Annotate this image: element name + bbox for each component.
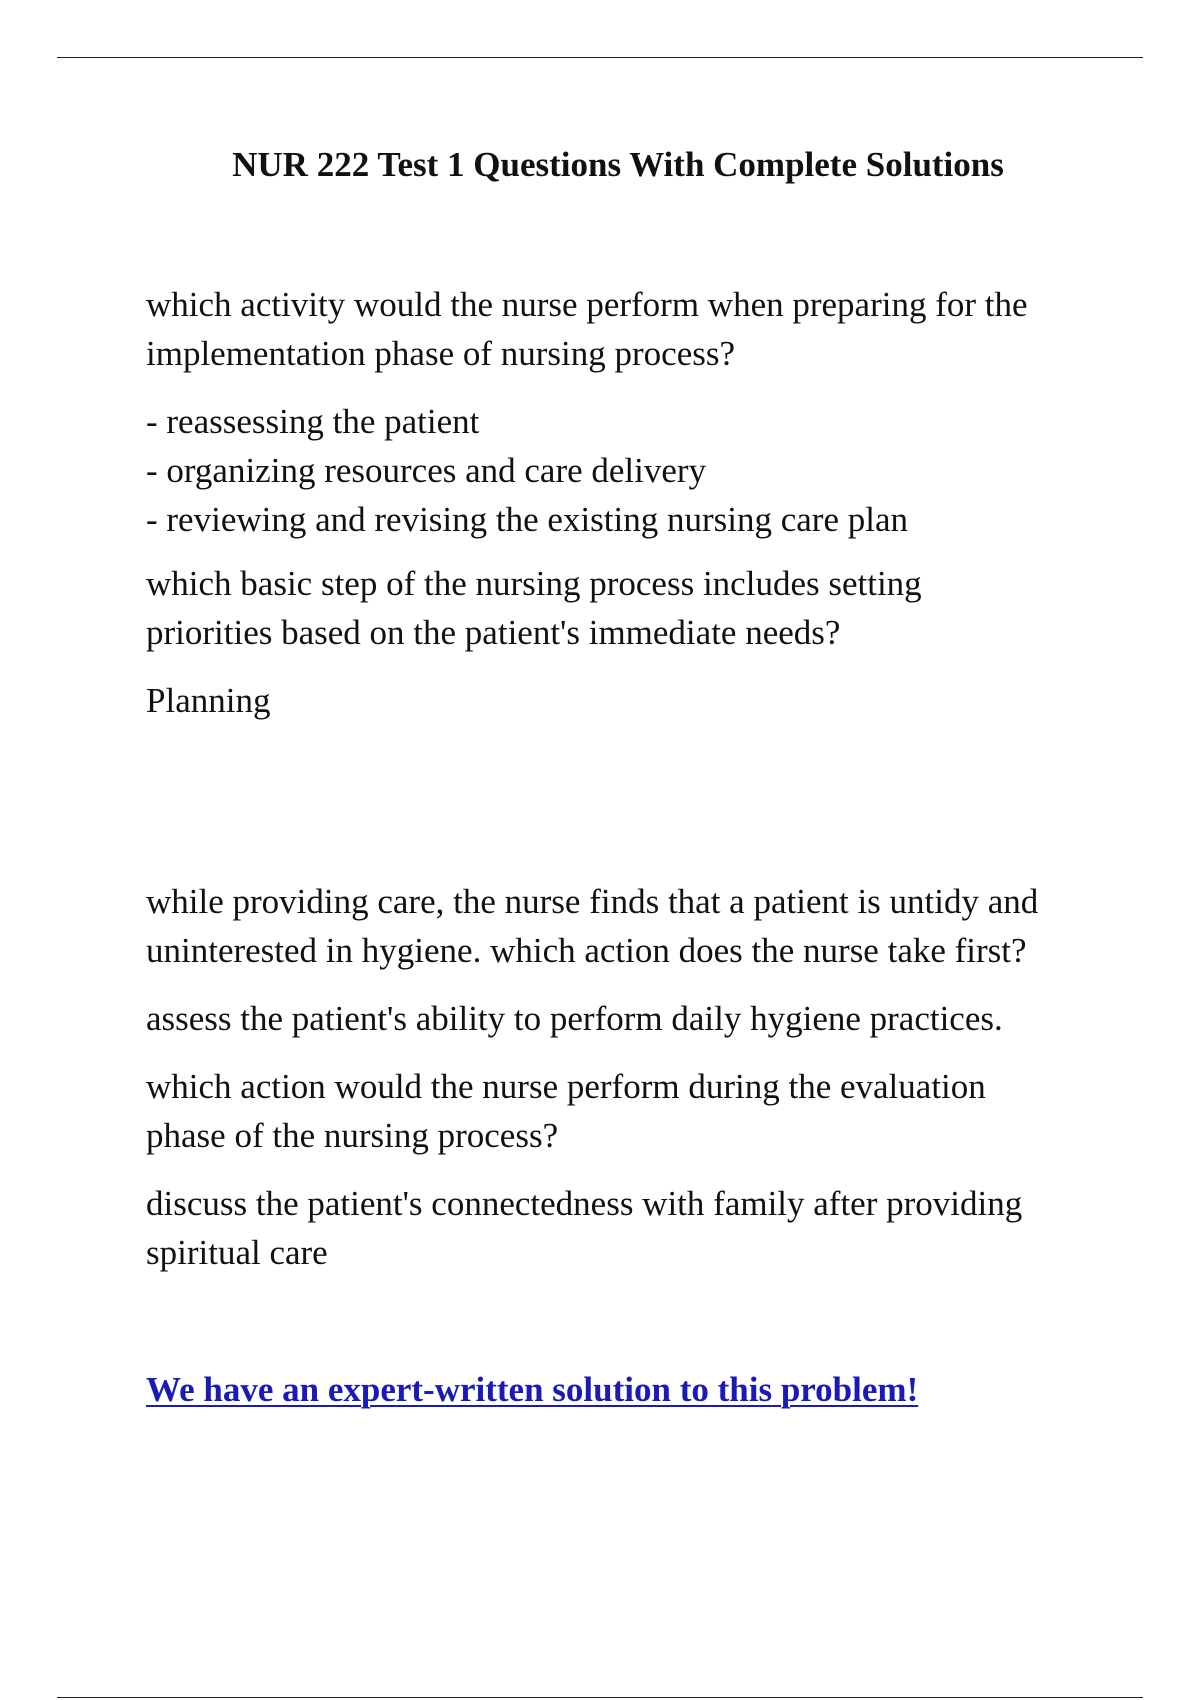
question-4-line-1: which action would the nurse perform during the evaluation [146, 1067, 986, 1106]
answer-1-line-1: - reassessing the patient [146, 402, 480, 441]
question-3-line-2: uninterested in hygiene. which action does the nurse take first? [146, 931, 1027, 970]
question-2 [146, 559, 1106, 657]
top-divider [57, 57, 1143, 58]
question-1-line-2: implementation phase of nursing process? [146, 334, 736, 373]
expert-solution-link[interactable]: We have an expert-written solution to this problem! [146, 1370, 919, 1409]
bottom-divider [57, 1697, 1143, 1698]
answer-4-line-1: discuss the patient's connectedness with family after providing [146, 1184, 1023, 1223]
answer-1-line-2: - organizing resources and care delivery [146, 451, 707, 490]
answer-2 [146, 676, 1106, 725]
page-title: NUR 222 Test 1 Questions With Complete Solutions [232, 145, 1004, 184]
answer-2-line-1: Planning [146, 681, 271, 720]
answer-1 [146, 397, 1106, 544]
answer-1-line-3: - reviewing and revising the existing nursing care plan [146, 500, 909, 539]
question-1-line-1: which activity would the nurse perform when preparing for the [146, 285, 1028, 324]
answer-3 [146, 994, 1106, 1043]
question-4-line-2: phase of the nursing process? [146, 1116, 559, 1155]
question-4 [146, 1062, 1106, 1160]
answer-4-line-2: spiritual care [146, 1233, 328, 1272]
question-1 [146, 280, 1106, 378]
question-2-line-1: which basic step of the nursing process includes setting [146, 564, 922, 603]
qa-block-2 [146, 559, 1106, 725]
question-3-line-1: while providing care, the nurse finds that a patient is untidy and [146, 882, 1039, 921]
answer-3-line-1: assess the patient's ability to perform daily hygiene practices. [146, 999, 1003, 1038]
qa-block-1 [146, 280, 1106, 544]
qa-block-3 [146, 877, 1106, 1277]
question-3 [146, 877, 1106, 975]
answer-4 [146, 1179, 1106, 1277]
question-2-line-2: priorities based on the patient's immediate needs? [146, 613, 841, 652]
